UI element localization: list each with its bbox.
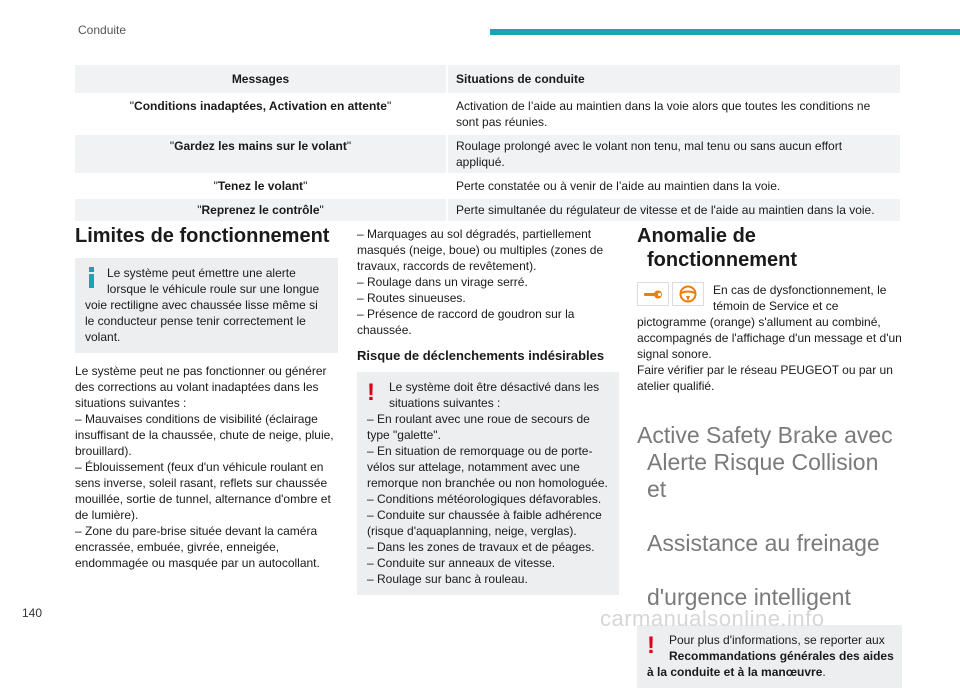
list-item: – Marquages au sol dégradés, partiellement masqués (neige, boue) ou multiples (zones de travaux, raccords de revêtement).: [357, 227, 604, 273]
list-item: – Roulage dans un virage serré.: [357, 275, 528, 289]
list-item: – Roulage sur banc à rouleau.: [367, 572, 528, 586]
risk-heading: Risque de déclenchements indésirables: [357, 348, 605, 363]
steering-wheel-icon: [672, 282, 704, 306]
info-box: [75, 258, 338, 353]
situation-cell: Activation de l’aide au maintien dans la voie alors que toutes les conditions ne sont pas réunies.: [447, 94, 901, 134]
page-number: 140: [22, 606, 43, 620]
warning-box: [357, 372, 619, 595]
reference-link-text: Recommandations générales des aides à la conduite et à la manœuvre: [647, 649, 894, 679]
limits-heading: Limites de fonctionnement: [75, 225, 330, 247]
watermark: carmanualsonline.info: [600, 606, 825, 631]
info-icon: [85, 267, 97, 289]
warning-icon: !: [367, 379, 375, 406]
message-cell: "Reprenez le contrôle": [75, 198, 447, 222]
limits-intro: Le système peut ne pas fonctionner ou générer des corrections au volant inadaptées dans les situations suivantes :: [75, 364, 327, 410]
messages-table: [75, 65, 902, 223]
table-row: [75, 174, 901, 198]
table-row: [75, 134, 901, 174]
table-row: [75, 198, 901, 222]
message-cell: "Gardez les mains sur le volant": [75, 134, 447, 174]
situation-cell: Perte simultanée du régulateur de vitesse et de l'aide au maintien dans la voie.: [447, 198, 901, 222]
info-text: Le système peut émettre une alerte lorsque le véhicule roule sur une longue voie rectiligne avec chaussée lisse même si le conducteur pense tenir correctement le volant.: [85, 266, 320, 344]
warning-intro: Le système doit être désactivé dans les situations suivantes :: [389, 380, 600, 410]
column-conditions: [357, 226, 619, 605]
warning-lamps: [637, 282, 707, 306]
list-item: – Conditions météorologiques défavorables.: [367, 492, 602, 506]
message-cell: "Conditions inadaptées, Activation en attente": [75, 94, 447, 134]
list-item: – Éblouissement (feux d'un véhicule roulant en sens inverse, soleil rasant, reflets sur chaussée mouillée, sortie de tunnel, alternance d'ombre et de lumière).: [75, 460, 331, 522]
anomaly-text: En cas de dysfonctionnement, le témoin de Service et ce pictogramme (orange) s'allument au combiné, accompagnés de l'affichage d'un message et d'un signal sonore.: [637, 283, 902, 361]
table-header-row: [75, 65, 901, 94]
situation-cell: Roulage prolongé avec le volant non tenu, mal tenu ou sans aucun effort appliqué.: [447, 134, 901, 174]
list-item: – En situation de remorquage ou de porte-vélos sur attelage, notamment avec une remorque non branchée ou non homologuée.: [367, 444, 608, 490]
list-item: – En roulant avec une roue de secours de type "galette".: [367, 412, 590, 442]
list-item: – Conduite sur anneaux de vitesse.: [367, 556, 556, 570]
anomaly-heading: Anomalie de fonctionnement: [637, 225, 797, 271]
list-item: – Mauvaises conditions de visibilité (éclairage insuffisant de la chaussée, chute de neige, pluie, brouillard).: [75, 412, 334, 458]
anomaly-advice: Faire vérifier par le réseau PEUGEOT ou par un atelier qualifié.: [637, 363, 893, 393]
asb-heading: Active Safety Brake avec Alerte Risque Collision et Assistance au freinage d'urgence intelligent: [637, 422, 893, 610]
message-cell: "Tenez le volant": [75, 174, 447, 198]
list-item: – Routes sinueuses.: [357, 291, 466, 305]
header-accent-bar: [490, 29, 960, 35]
wrench-service-icon: [637, 282, 669, 306]
list-item: – Conduite sur chaussée à faible adhérence (risque d'aquaplanning, neige, verglas).: [367, 508, 602, 538]
list-item: – Zone du pare-brise située devant la caméra encrassée, embuée, givrée, enneigée, endommagée ou masquée par un autocollant.: [75, 524, 320, 570]
reference-text: Pour plus d'informations, se reporter aux Recommandations générales des aides à la conduite et à la manœuvre.: [647, 633, 894, 679]
column-header-messages: Messages: [75, 65, 447, 94]
warning-box: [637, 625, 902, 688]
table-row: [75, 94, 901, 134]
list-item: – Présence de raccord de goudron sur la chaussée.: [357, 307, 575, 337]
section-title: Conduite: [78, 23, 127, 37]
warning-icon: !: [647, 632, 655, 659]
list-item: – Dans les zones de travaux et de péages.: [367, 540, 595, 554]
column-header-situations: Situations de conduite: [447, 65, 901, 94]
situation-cell: Perte constatée ou à venir de l’aide au maintien dans la voie.: [447, 174, 901, 198]
column-limits: [75, 224, 338, 571]
